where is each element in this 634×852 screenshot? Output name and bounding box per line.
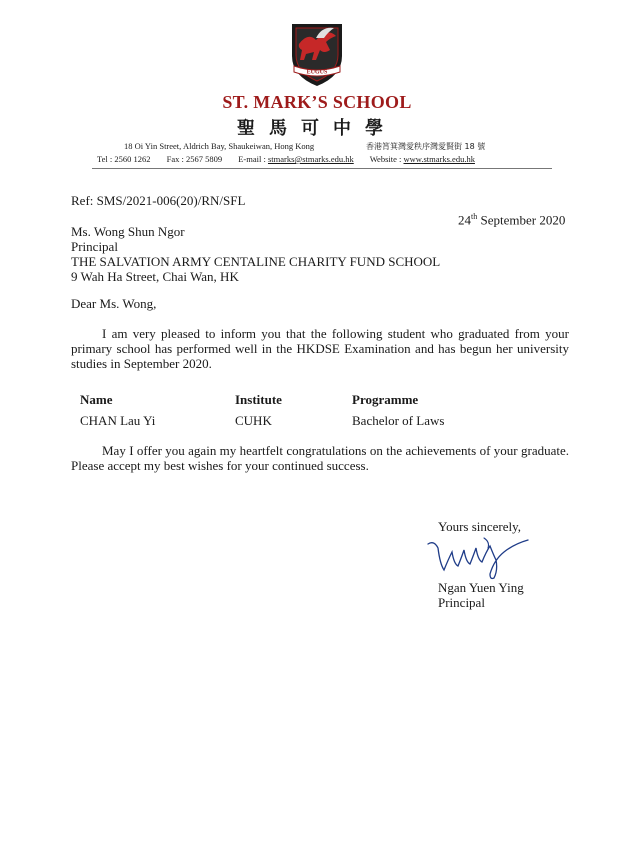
recipient-address: 9 Wah Ha Street, Chai Wan, HK bbox=[71, 269, 239, 284]
address-chinese: 香港筲箕灣愛秩序灣愛賢街 18 號 bbox=[366, 142, 486, 151]
body-paragraph-2: May I offer you again my heartfelt congratulations on the achievements of your graduate. Please accept my best wishes for your continued success. bbox=[71, 443, 569, 473]
recipient-title: Principal bbox=[71, 239, 118, 254]
signer-block bbox=[438, 580, 524, 610]
table-header-programme: Programme bbox=[352, 392, 419, 407]
signer-name: Ngan Yuen Ying bbox=[438, 580, 524, 595]
table-cell-programme: Bachelor of Laws bbox=[352, 413, 445, 428]
date-month-year: September 2020 bbox=[477, 212, 566, 228]
closing: Yours sincerely, bbox=[438, 519, 522, 534]
crest-motto: EUGUS bbox=[306, 69, 328, 76]
table-header-institute: Institute bbox=[235, 392, 282, 407]
letterhead-divider bbox=[92, 168, 552, 169]
school-name-chinese: 聖馬可中學 bbox=[237, 118, 397, 139]
recipient-school: THE SALVATION ARMY CENTALINE CHARITY FUND SCHOOL bbox=[71, 254, 441, 269]
website-label: Website : bbox=[369, 154, 404, 164]
letter-date bbox=[458, 209, 565, 227]
address-english: 18 Oi Yin Street, Aldrich Bay, Shaukeiwan, Hong Kong bbox=[124, 141, 315, 151]
email-group bbox=[238, 154, 354, 164]
handwritten-signature bbox=[424, 534, 534, 582]
table-cell-institute: CUHK bbox=[235, 413, 272, 428]
fax: Fax : 2567 5809 bbox=[166, 154, 223, 164]
website-link[interactable]: www.stmarks.edu.hk bbox=[403, 154, 475, 164]
signer-title: Principal bbox=[438, 595, 485, 610]
table-cell-name: CHAN Lau Yi bbox=[80, 413, 156, 428]
recipient-name: Ms. Wong Shun Ngor bbox=[71, 224, 185, 239]
date-day: 24 bbox=[458, 212, 471, 228]
recipient-block bbox=[71, 224, 440, 284]
school-crest-logo bbox=[286, 20, 348, 90]
salutation: Dear Ms. Wong, bbox=[71, 296, 157, 311]
email-label: E-mail : bbox=[238, 154, 268, 164]
table-header-name: Name bbox=[80, 392, 113, 407]
reference-number: Ref: SMS/2021-006(20)/RN/SFL bbox=[71, 193, 246, 208]
email-link[interactable]: stmarks@stmarks.edu.hk bbox=[267, 154, 354, 164]
body-paragraph-1: I am very pleased to inform you that the following student who graduated from your primary school has performed well in the HKDSE Examination and has begun her university studies in September 2020. bbox=[71, 326, 569, 371]
date-suffix: th bbox=[471, 212, 478, 221]
website-group bbox=[370, 154, 475, 164]
telephone: Tel : 2560 1262 bbox=[97, 154, 151, 164]
contact-line bbox=[97, 154, 489, 164]
school-name: ST. MARK’S SCHOOL bbox=[222, 92, 412, 112]
